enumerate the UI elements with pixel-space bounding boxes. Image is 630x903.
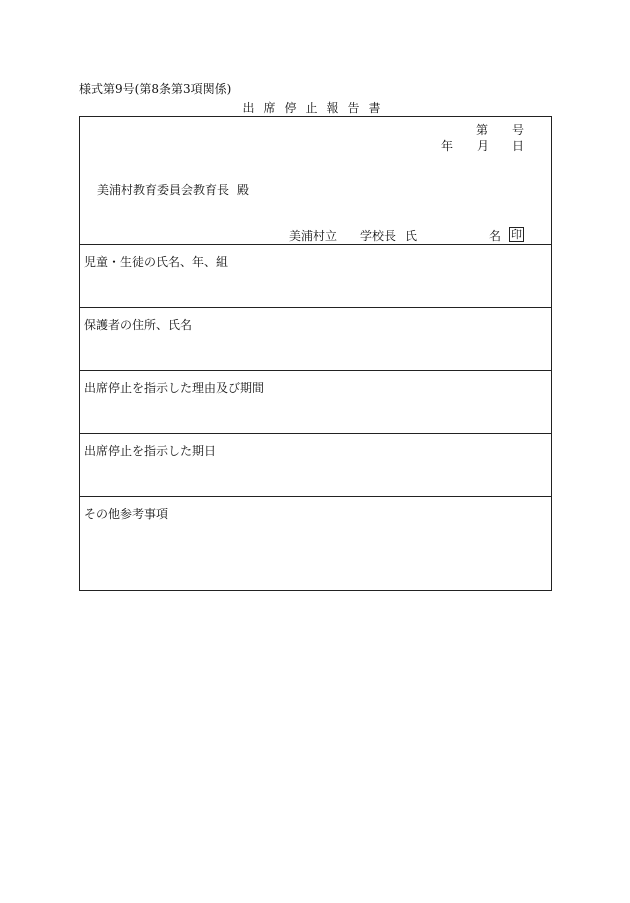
field-student-name[interactable] <box>80 245 552 308</box>
field-label: 出席停止を指示した期日 <box>84 444 217 458</box>
honorific: 殿 <box>237 183 250 197</box>
report-form-table <box>79 116 552 591</box>
field-guardian[interactable] <box>80 308 552 371</box>
form-number: 様式第9号(第8条第3項関係) <box>79 82 232 96</box>
field-other-notes[interactable] <box>80 497 552 591</box>
date-year-label: 年 <box>441 139 454 153</box>
document-title: 出席停止報告書 <box>242 101 390 115</box>
name-label-mei: 名 <box>489 229 502 243</box>
field-label: 保護者の住所、氏名 <box>84 318 193 332</box>
date-month-label: 月 <box>477 139 490 153</box>
field-label: 出席停止を指示した理由及び期間 <box>84 381 265 395</box>
field-directive-date[interactable] <box>80 434 552 497</box>
field-reason-period[interactable] <box>80 371 552 434</box>
field-label: 児童・生徒の氏名、年、組 <box>84 255 229 269</box>
school-prefix: 美浦村立 <box>289 229 338 243</box>
number-prefix: 第 <box>476 123 489 137</box>
date-day-label: 日 <box>512 139 525 153</box>
principal-title: 学校長 <box>360 229 397 243</box>
field-label: その他参考事項 <box>84 507 169 521</box>
seal-mark: 印 <box>511 228 522 241</box>
addressee: 美浦村教育委員会教育長 <box>97 183 230 197</box>
header-cell <box>80 117 552 245</box>
name-label-shi: 氏 <box>405 229 418 243</box>
number-suffix: 号 <box>512 123 525 137</box>
